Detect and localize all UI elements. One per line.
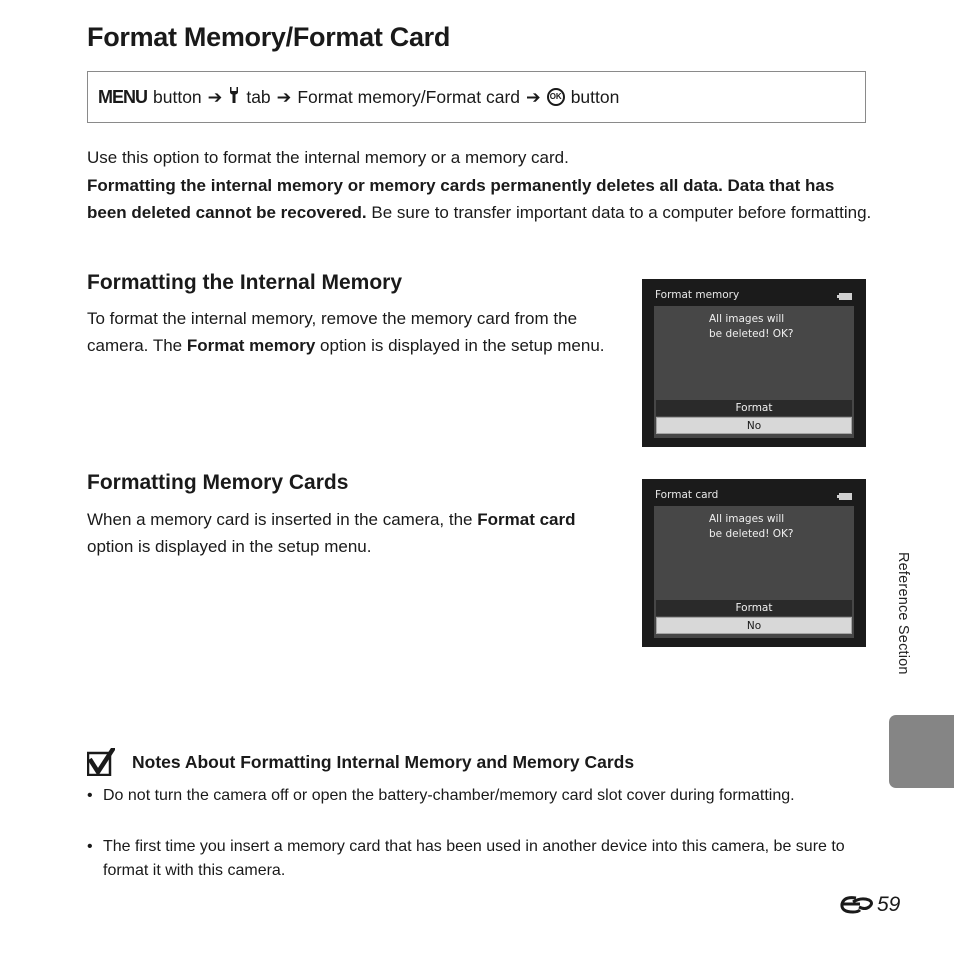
menu-path-box bbox=[87, 71, 866, 123]
camera-screen-format-memory bbox=[642, 279, 866, 447]
setup-wrench-icon bbox=[228, 86, 240, 109]
warning-text bbox=[87, 173, 872, 226]
check-icon bbox=[87, 748, 115, 776]
dialog-message-line: All images will bbox=[709, 513, 785, 525]
nav-tab-label: tab bbox=[246, 86, 271, 107]
warning-bold: Formatting the internal memory or memory cards permanently deletes all data. Data that has been deleted cannot be recovered. bbox=[87, 176, 835, 222]
text-segment: To format the internal memory, remove the memory card from the camera. The bbox=[87, 309, 578, 355]
memory-cards-text bbox=[87, 507, 617, 560]
bullet-icon: • bbox=[87, 787, 93, 804]
heading-memory-cards: Formatting Memory Cards bbox=[87, 471, 349, 494]
list-item-text: The first time you insert a memory card that has been used in another device into this camera, be sure to format it with this camera. bbox=[103, 838, 845, 879]
list-item-text: Do not turn the camera off or open the battery-chamber/memory card slot cover during formatting. bbox=[103, 787, 795, 804]
section-tab-marker bbox=[889, 715, 954, 788]
text-segment: option is displayed in the setup menu. bbox=[87, 536, 372, 556]
arrow-right-icon: ➔ bbox=[276, 86, 292, 107]
list-item bbox=[87, 835, 867, 883]
format-card-term: Format card bbox=[477, 510, 576, 529]
reference-e-icon bbox=[839, 895, 877, 915]
heading-internal-memory: Formatting the Internal Memory bbox=[87, 271, 403, 294]
intro-text: Use this option to format the internal memory or a memory card. bbox=[87, 148, 569, 167]
page-number-text: 59 bbox=[877, 893, 901, 916]
notes-title: Notes About Formatting Internal Memory and Memory Cards bbox=[132, 751, 635, 772]
notes-heading bbox=[87, 748, 634, 776]
dialog-message-line: be deleted! OK? bbox=[709, 527, 794, 540]
arrow-right-icon: ➔ bbox=[207, 86, 223, 107]
dialog-message bbox=[709, 512, 793, 541]
dialog-message-line: All images will bbox=[709, 313, 785, 325]
option-format[interactable]: Format bbox=[656, 400, 852, 416]
section-side-label: Reference Section bbox=[895, 552, 911, 675]
page-number bbox=[839, 893, 900, 917]
option-format[interactable]: Format bbox=[656, 600, 852, 616]
battery-icon bbox=[839, 493, 852, 500]
dialog-message-line: be deleted! OK? bbox=[709, 327, 794, 340]
screen-title: Format card bbox=[655, 489, 719, 501]
camera-screen-format-card bbox=[642, 479, 866, 647]
warning-rest: Be sure to transfer important data to a computer before formatting. bbox=[366, 202, 872, 222]
nav-button-label: button bbox=[153, 86, 202, 107]
ok-button-icon: OK bbox=[547, 88, 565, 106]
option-no[interactable]: No bbox=[656, 617, 852, 634]
nav-button-label: button bbox=[570, 86, 620, 107]
nav-item-label: Format memory/Format card bbox=[297, 86, 521, 107]
arrow-right-icon: ➔ bbox=[526, 86, 541, 107]
page-title: Format Memory/Format Card bbox=[87, 22, 451, 52]
screen-title: Format memory bbox=[655, 289, 740, 301]
format-memory-term: Format memory bbox=[186, 335, 316, 355]
bullet-icon: • bbox=[87, 838, 93, 855]
dialog-message bbox=[709, 312, 793, 341]
dialog-panel bbox=[654, 306, 854, 438]
text-segment: option is displayed in the setup menu. bbox=[315, 335, 605, 355]
internal-memory-text bbox=[87, 306, 617, 359]
text-segment: When a memory card is inserted in the camera, the bbox=[87, 510, 478, 529]
list-item bbox=[87, 784, 867, 808]
dialog-panel bbox=[654, 506, 854, 638]
battery-icon bbox=[839, 293, 852, 300]
option-no[interactable]: No bbox=[656, 417, 852, 434]
menu-button-icon: MENU bbox=[98, 86, 147, 107]
